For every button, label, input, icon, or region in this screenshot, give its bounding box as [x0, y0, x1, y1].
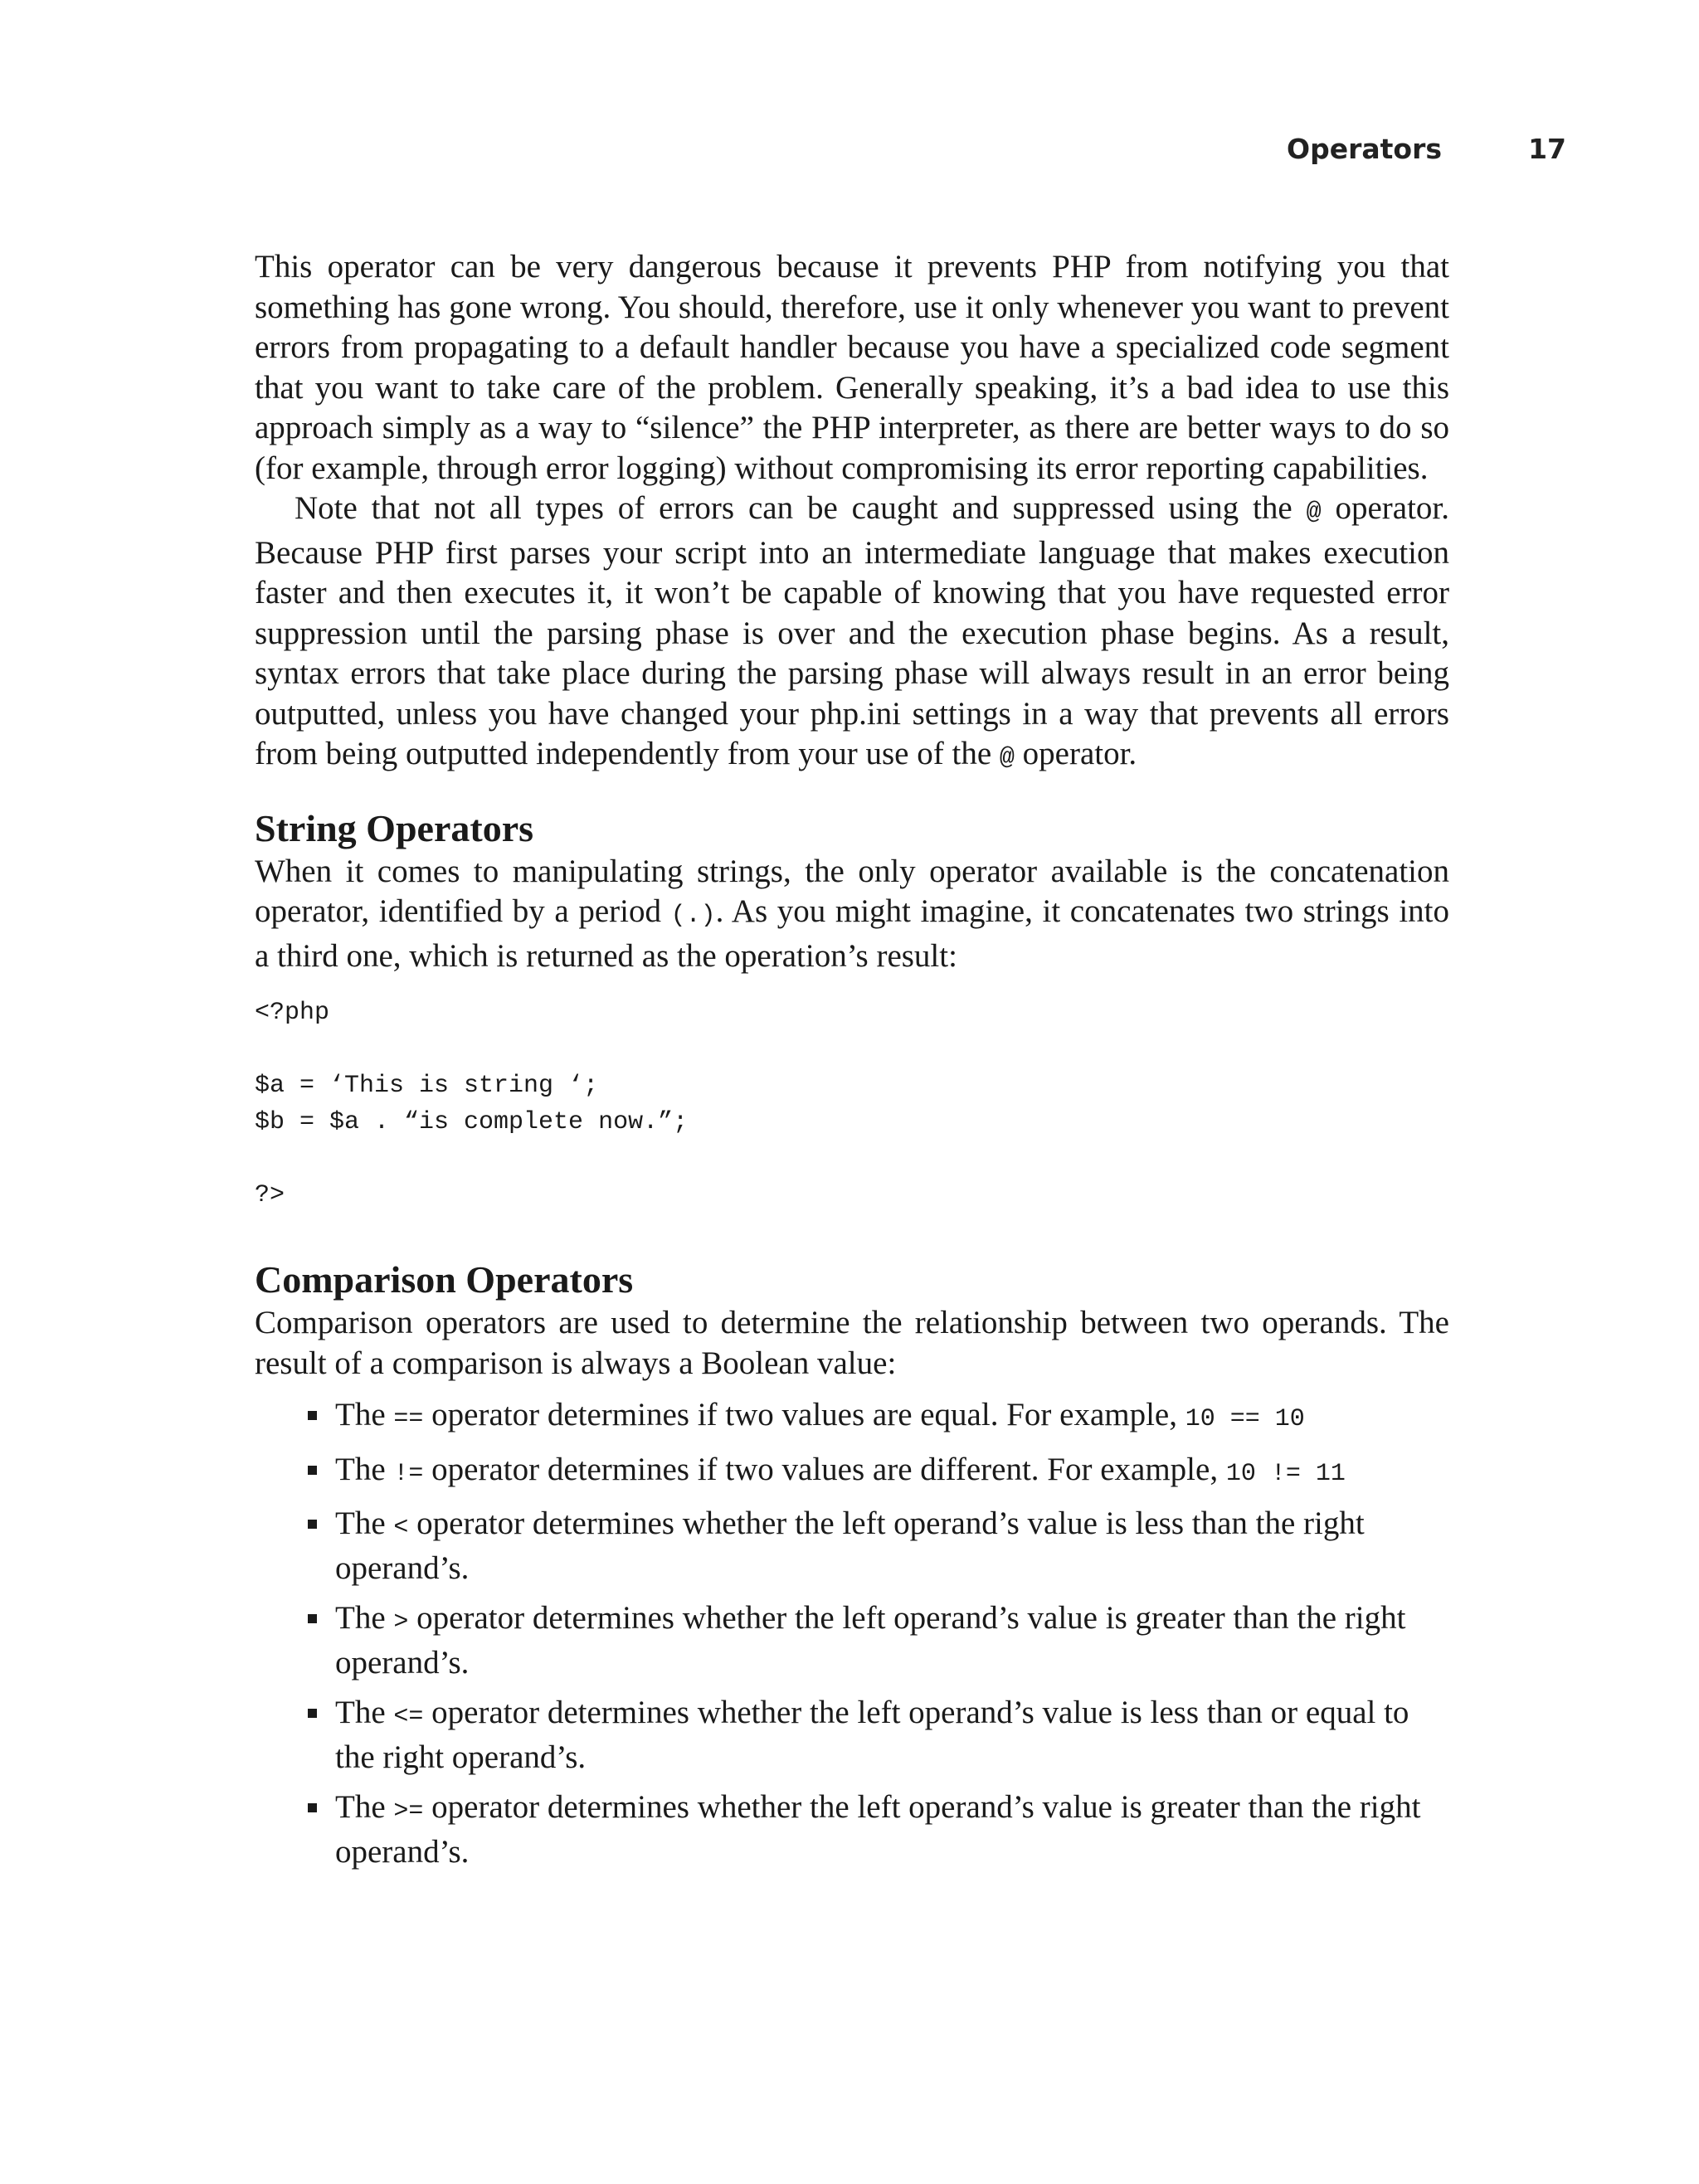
- page-number: 17: [1528, 133, 1566, 165]
- at-operator-code-2: @: [999, 744, 1015, 772]
- intro-paragraph-1: This operator can be very dangerous because it prevents PHP from notifying you that something has gone wrong. You should, therefore, use it only whenever you want to prevent errors from propagating to a default handler because you have a specialized code segment that you want to take care of the problem. Generally speaking, it’s a bad idea to use this approach simply as a way to “silence” the PHP interpreter, as there are better ways to do so (for example, through error logging) without compromising its error reporting capabilities.: [255, 249, 1449, 486]
- page-header: [0, 133, 1699, 174]
- comparison-operators-list: [255, 1395, 1449, 1872]
- string-operators-heading: String Operators: [255, 806, 534, 849]
- example-code: 10 == 10: [1185, 1405, 1305, 1433]
- bullet-square-icon: [308, 1803, 317, 1812]
- intro-p2-text-c: operator.: [1014, 736, 1137, 771]
- list-item: The == operator determines if two values are equal. For example, 10 == 10: [335, 1395, 1449, 1440]
- list-item: The > operator determines whether the left operand’s value is greater than the right operand’s.: [335, 1598, 1449, 1683]
- at-operator-code: @: [1306, 499, 1322, 527]
- bullet-square-icon: [308, 1520, 317, 1529]
- example-code: 10 != 11: [1225, 1459, 1346, 1488]
- operator-code: ==: [393, 1405, 424, 1433]
- intro-p2-text-b: operator. Because PHP first parses your script into an intermediate language that makes execution faster and then executes it, it won’t be capable of knowing that you have requested error suppression until the parsing phase is over and the execution phase begins. As a result, syntax errors that take place during the parsing phase will always result in an error being outputted, unless you have changed your php.ini settings in a way that prevents all errors from being outputted independently from your use of the: [255, 490, 1449, 771]
- comparison-intro-paragraph: Comparison operators are used to determine the relationship between two operands. The result of a comparison is always a Boolean value:: [255, 1305, 1449, 1381]
- period-operator-code: (.): [670, 902, 716, 930]
- bullet-square-icon: [308, 1614, 317, 1623]
- string-p-text-a: When it comes to manipulating strings, the only operator available is the concatenation operator, identified by a period: [255, 853, 1449, 929]
- intro-p2-text-a: Note that not all types of errors can be caught and suppressed using the: [295, 490, 1307, 526]
- operator-code: <: [393, 1514, 409, 1542]
- comparison-operators-heading: Comparison Operators: [255, 1258, 634, 1301]
- intro-paragraph-2: [255, 489, 1449, 779]
- operator-code: >=: [393, 1797, 424, 1826]
- page-body: [255, 247, 1449, 1882]
- list-item: The <= operator determines whether the left operand’s value is less than or equal to the right operand’s.: [335, 1693, 1449, 1778]
- list-item: The != operator determines if two values are different. For example, 10 != 11: [335, 1450, 1449, 1495]
- php-code-example: <?php $a = ‘This is string ‘; $b = $a . “is complete now.”; ?>: [255, 999, 689, 1209]
- string-operators-paragraph: [255, 852, 1449, 977]
- running-head: Operators: [1287, 133, 1442, 165]
- string-p-text-b: . As you might imagine, it concatenates two strings into a third one, which is returned as the operation’s result:: [255, 893, 1449, 974]
- list-item: The < operator determines whether the left operand’s value is less than the right operand’s.: [335, 1504, 1449, 1588]
- list-item: The >= operator determines whether the left operand’s value is greater than the right operand’s.: [335, 1788, 1449, 1872]
- bullet-square-icon: [308, 1709, 317, 1718]
- operator-code: !=: [393, 1459, 424, 1488]
- operator-code: <=: [393, 1703, 424, 1731]
- bullet-square-icon: [308, 1411, 317, 1420]
- operator-code: >: [393, 1608, 409, 1637]
- bullet-square-icon: [308, 1466, 317, 1475]
